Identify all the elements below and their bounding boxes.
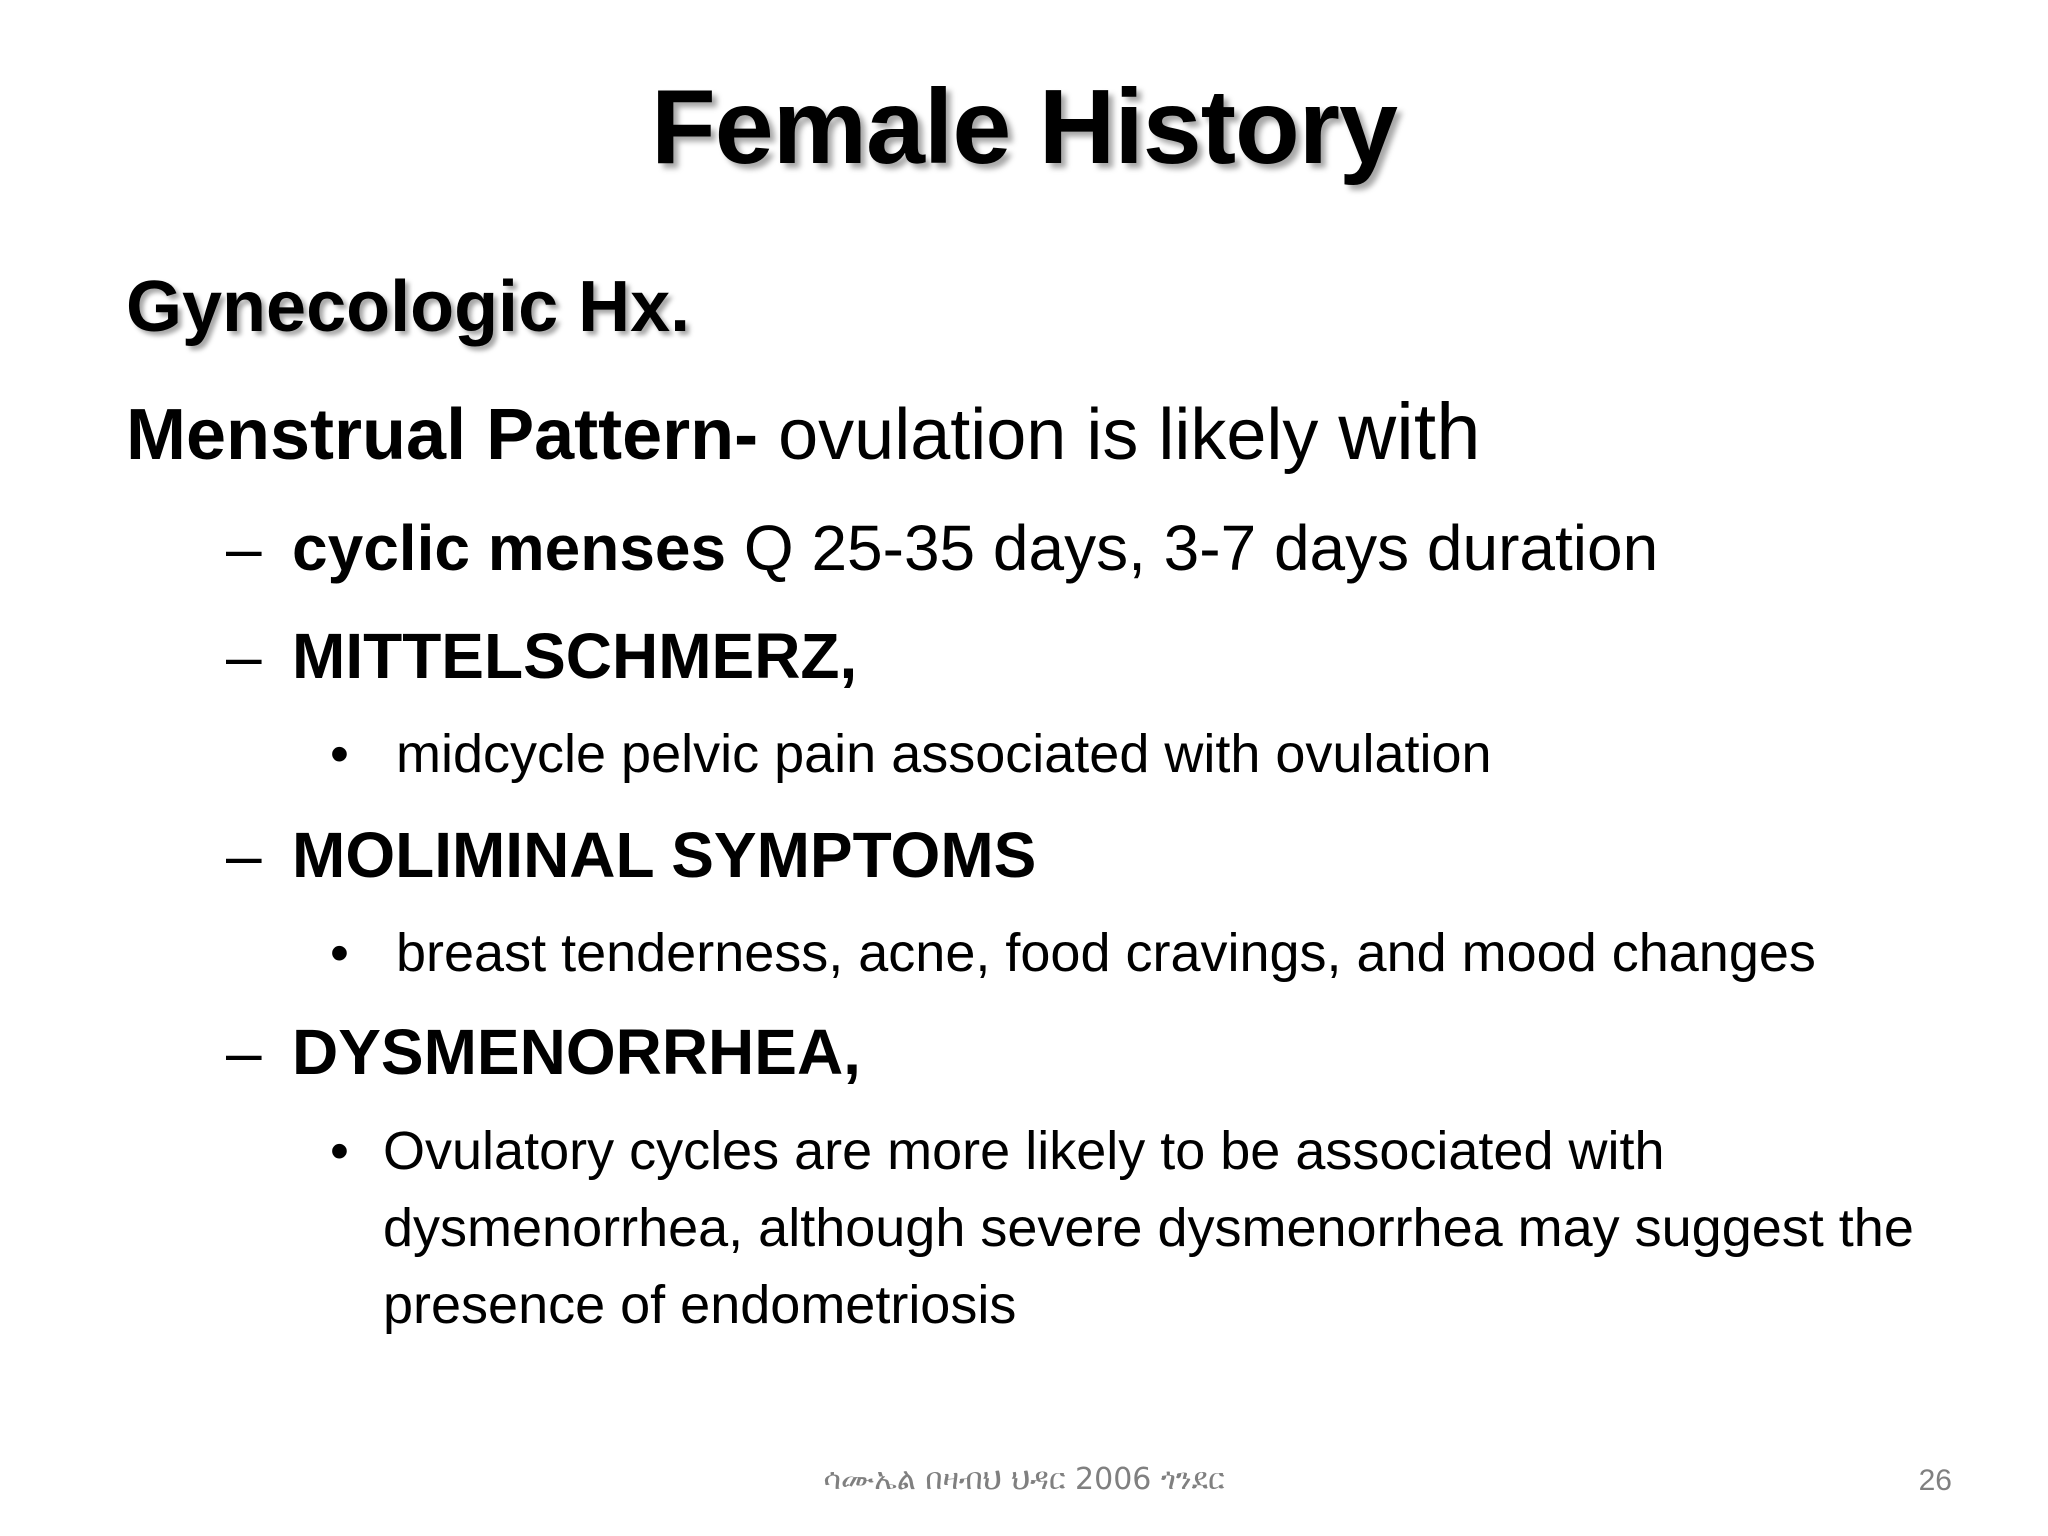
list-item-moliminal-symptoms [226,815,1036,895]
sub-item-text: midcycle pelvic pain associated with ovulation [396,724,1492,784]
bullet-marker: • [330,724,349,784]
menstrual-pattern-label: Menstrual Pattern- [126,395,759,475]
dash-marker: – [226,1016,262,1088]
menstrual-pattern-text: ovulation is likely [758,395,1339,475]
list-item-cyclic-menses [226,508,1658,588]
section-heading: Gynecologic Hx. [126,267,691,347]
sub-item-moliminal-symptoms [330,915,1816,991]
menstrual-pattern-with: with [1338,387,1481,476]
bullet-marker: • [330,923,349,983]
sub-item-text: Ovulatory cycles are more likely to be associated with dysmenorrhea, although severe dysmenorrhea may suggest the presence of endometriosis [383,1121,1914,1335]
slide-title: Female History [651,68,1397,186]
item-term: MITTELSCHMERZ, [292,620,858,692]
list-item-mittelschmerz [226,616,857,696]
dash-marker: – [226,819,262,891]
dash-marker: – [226,512,262,584]
page-number: 26 [1918,1464,1952,1497]
item-term: cyclic menses [292,512,727,584]
item-term: MOLIMINAL SYMPTOMS [292,819,1037,891]
list-item-dysmenorrhea [226,1012,861,1092]
sub-item-text: breast tenderness, acne, food cravings, and mood changes [396,923,1816,983]
item-term: DYSMENORRHEA, [292,1016,861,1088]
menstrual-pattern-line [126,382,1481,485]
sub-item-mittelschmerz [330,716,1492,792]
item-text: Q 25-35 days, 3-7 days duration [726,512,1659,584]
slide-footer: ሳሙኤል በዛብህ ህዳር 2006 ጎንደር [823,1462,1225,1497]
dash-marker: – [226,620,262,692]
bullet-marker: • [330,1121,349,1181]
